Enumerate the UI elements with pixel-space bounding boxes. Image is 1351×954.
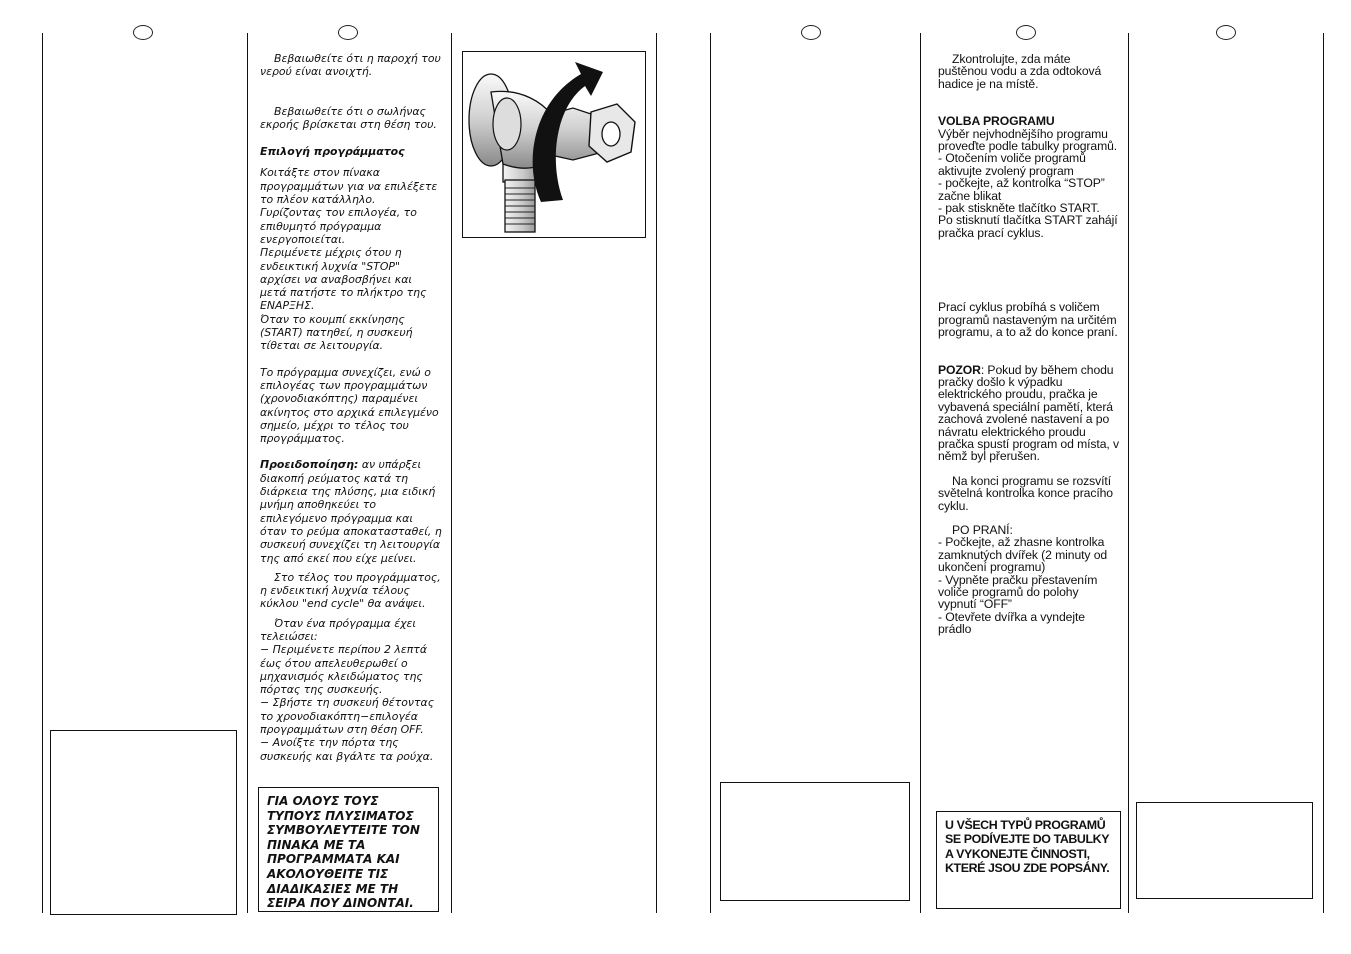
czech-paragraph: Prací cyklus probíhá s voličem programů nastaveným na určitém programu, a to až do konce praní.	[938, 300, 1118, 340]
greek-warning-label: Προειδοποίηση:	[260, 458, 359, 472]
column-rule	[920, 33, 921, 913]
greek-text-column	[260, 52, 442, 763]
czech-warning-label: POZOR	[938, 362, 981, 377]
czech-warning-text: : Pokud by během chodu pračky došlo k výpadku elektrického proudu, pračka je vybavená speciální pamětí, která zachová zvolené nastavení a po návratu elektrického proudu pračka spustí program od místa, v němž byl přerušen.	[938, 362, 1119, 464]
column-rule	[656, 33, 657, 913]
greek-paragraph: Όταν ένα πρόγραμμα έχει τελειώσει:	[260, 616, 417, 643]
greek-note-text: ΓΙΑ ΟΛΟΥΣ ΤΟΥΣ ΤΥΠΟΥΣ ΠΛΥΣΙΜΑΤΟΣ ΣΥΜΒΟΥΛΕΥΤΕΙΤΕ ΤΟΝ ΠΙΝΑΚΑ ΜΕ ΤΑ ΠΡΟΓΡΑΜΜΑΤΑ ΚΑΙ ΑΚΟΛΟΥΘΕΙΤΕ ΤΙΣ ΔΙΑΔΙΚΑΣΙΕΣ ΜΕ ΤΗ ΣΕΙΡΑ ΠΟΥ ΔΙΝΟΝΤΑΙ.	[267, 794, 420, 911]
column-rule	[710, 33, 711, 913]
czech-note-box	[936, 811, 1121, 909]
language-marker-circle	[133, 25, 153, 40]
czech-note-text: U VŠECH TYPŮ PROGRAMŮ SE PODÍVEJTE DO TABULKY A VYKONEJTE ČINNOSTI, KTERÉ JSOU ZDE POPSÁNY.	[945, 818, 1110, 876]
language-marker-circle	[1016, 25, 1036, 40]
greek-paragraph: Στο τέλος του προγράμματος, η ενδεικτική λυχνία τέλους κύκλου "end cycle" θα ανάψει.	[260, 570, 441, 611]
greek-warning-paragraph	[260, 458, 442, 564]
czech-paragraph: - Počkejte, až zhasne kontrolka zamknutých dvířek (2 minuty od ukončení programu) - Vypněte pračku přestavením voliče programů do polohy vypnutí “OFF” - Otevřete dvířka a vyndejte prádlo	[938, 535, 1108, 637]
czech-section-heading: VOLBA PROGRAMU	[938, 114, 1055, 129]
czech-text-column	[938, 53, 1120, 636]
language-marker-circle	[1216, 25, 1236, 40]
column-rule	[247, 33, 248, 913]
column-rule	[451, 33, 452, 913]
water-tap-icon	[463, 52, 645, 237]
greek-warning-text: αν υπάρξει διακοπή ρεύματος κατά τη διάρκεια της πλύσης, μια ειδική μνήμη αποθηκεύει το επιλεγόμενο πρόγραμμα και όταν το ρεύμα αποκατασταθεί, η συσκευή συνεχίζει τη λειτουργία της από εκεί που είχε μείνει.	[260, 458, 442, 565]
greek-note-box	[258, 787, 439, 912]
greek-paragraph: − Περιμένετε περίπου 2 λεπτά έως ότου απελευθερωθεί ο μηχανισμός κλειδώματος της πόρτας της συσκευής. − Σβήστε τη συσκευή θέτοντας το χρονοδιακόπτη−επιλογέα προγραμμάτων στη θέση OFF. − Ανοίξτε την πόρτα της συσκευής και βγάλτε τα ρούχα.	[260, 643, 435, 763]
empty-box	[720, 782, 910, 901]
language-marker-circle	[338, 25, 358, 40]
column-rule	[42, 33, 43, 913]
empty-box	[50, 730, 237, 915]
empty-box	[1136, 802, 1313, 899]
greek-paragraph: Βεβαιωθείτε ότι η παροχή του νερού είναι ανοιχτή.	[260, 52, 441, 79]
czech-paragraph: Na konci programu se rozsvítí světelná kontrolka konce pracího cyklu.	[938, 473, 1113, 513]
czech-paragraph: Zkontrolujte, zda máte puštěnou vodu a zda odtoková hadice je na místě.	[938, 52, 1102, 91]
language-marker-circle	[801, 25, 821, 40]
column-rule	[1128, 33, 1129, 913]
greek-paragraph: Το πρόγραμμα συνεχίζει, ενώ ο επιλογέας των προγραμμάτων (χρονοδιακόπτης) παραμένει ακίνητος στο αρχικά επιλεγμένο σημείο, μέχρι το τέλος του προγράμματος.	[260, 365, 439, 446]
czech-paragraph: Výběr nejvhodnějšího programu proveďte podle tabulky programů. - Otočením voliče programů aktivujte zvolený program - počkejte, až kontrolka “STOP” začne blikat - pak stiskněte tlačítko START. Po stisknutí tlačítka START zahájí pračka prací cyklus.	[938, 126, 1118, 240]
czech-warning-paragraph	[938, 364, 1120, 463]
greek-paragraph: Βεβαιωθείτε ότι ο σωλήνας εκροής βρίσκεται στη θέση του.	[260, 104, 437, 131]
column-rule	[1323, 33, 1324, 913]
czech-paragraph: PO PRANÍ:	[952, 522, 1013, 537]
water-tap-illustration	[462, 51, 646, 238]
greek-section-heading: Επιλογή προγράμματος	[260, 145, 405, 159]
greek-paragraph: Κοιτάξτε στον πίνακα προγραμμάτων για να επιλέξετε το πλέον κατάλληλο. Γυρίζοντας τον επιλογέα, το επιθυμητό πρόγραμμα ενεργοποιείται. Περιμένετε μέχρις ότου η ενδεικτική λυχνία "STOP" αρχίσει να αναβοσβήνει και μετά πατήστε το πλήκτρο της ΕΝΑΡΞΗΣ. Όταν το κουμπί εκκίνησης (START) πατηθεί, η συσκευή τίθεται σε λειτουργία.	[260, 166, 438, 353]
